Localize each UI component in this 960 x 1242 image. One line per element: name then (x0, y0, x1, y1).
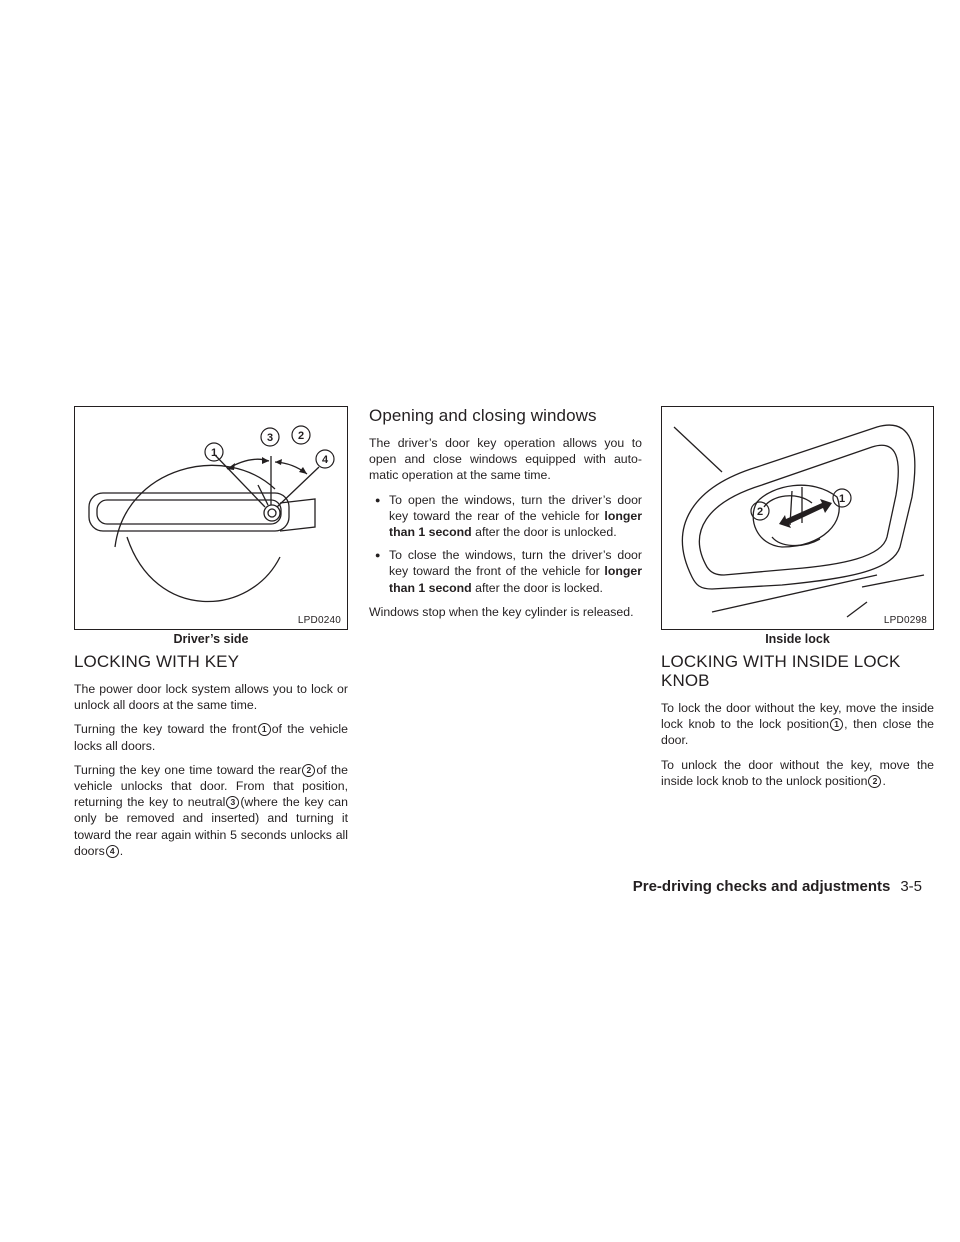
section-heading: LOCKING WITH INSIDE LOCK KNOB (661, 652, 901, 690)
figure-caption: Inside lock (765, 632, 830, 646)
page-number: 3-5 (900, 878, 922, 895)
reference-number: 2 (868, 775, 881, 788)
paragraph: Windows stop when the key cylinder is released. (369, 604, 634, 619)
figure-code: LPD0240 (297, 615, 341, 626)
reference-number: 3 (226, 796, 239, 809)
reference-number: 1 (258, 723, 271, 736)
section-opening-closing-windows (369, 406, 642, 628)
figure-caption: Driver’s side (173, 632, 249, 646)
section-locking-with-key (74, 652, 348, 867)
figure-drivers-side (74, 406, 348, 630)
reference-number: 1 (830, 718, 843, 731)
door-handle-key-illustration (75, 407, 347, 629)
section-heading: LOCKING WITH KEY (74, 652, 240, 671)
paragraph: The driver’s door key operation allows you to open and close windows equipped with auto-matic operation at the same time. (369, 436, 642, 483)
callout-2: 2 (756, 506, 764, 518)
figure-code: LPD0298 (883, 615, 927, 626)
page-footer (633, 878, 922, 895)
callout-3: 3 (266, 432, 274, 444)
list-item: ● To close the windows, turn the driver’s door key toward the front of the vehicle for longer than 1 second after the door is locked. (389, 547, 642, 596)
callout-2: 2 (297, 430, 305, 442)
reference-number: 4 (106, 845, 119, 858)
section-heading: Opening and closing windows (369, 406, 597, 425)
callout-4: 4 (321, 454, 329, 466)
paragraph: To lock the door without the key, move the inside lock knob to the lock position 1 , then close the door. (661, 701, 934, 748)
bullet-list (369, 492, 642, 596)
paragraph: Turning the key one time toward the rear 2 of the vehicle unlocks that door. From that position, returning the key to neutral 3 (where the key can only be removed and inserted) and turning it toward the rear again within 5 seconds unlocks all doors 4 . (74, 762, 348, 858)
callout-1: 1 (838, 493, 846, 505)
paragraph: To unlock the door without the key, move the inside lock knob to the unlock position 2 . (661, 757, 934, 788)
section-locking-inside-lock-knob (661, 652, 934, 797)
list-item: ● To open the windows, turn the driver’s door key toward the rear of the vehicle for longer than 1 second after the door is unlocked. (389, 492, 642, 541)
reference-number: 2 (302, 764, 315, 777)
paragraph: Turning the key toward the front 1 of the vehicle locks all doors. (74, 722, 348, 753)
inside-lock-knob-illustration (662, 407, 933, 629)
callout-1: 1 (210, 447, 218, 459)
footer-section-title: Pre-driving checks and adjustments (632, 878, 891, 895)
figure-inside-lock (661, 406, 934, 630)
paragraph: The power door lock system allows you to lock or unlock all doors at the same time. (74, 682, 348, 713)
